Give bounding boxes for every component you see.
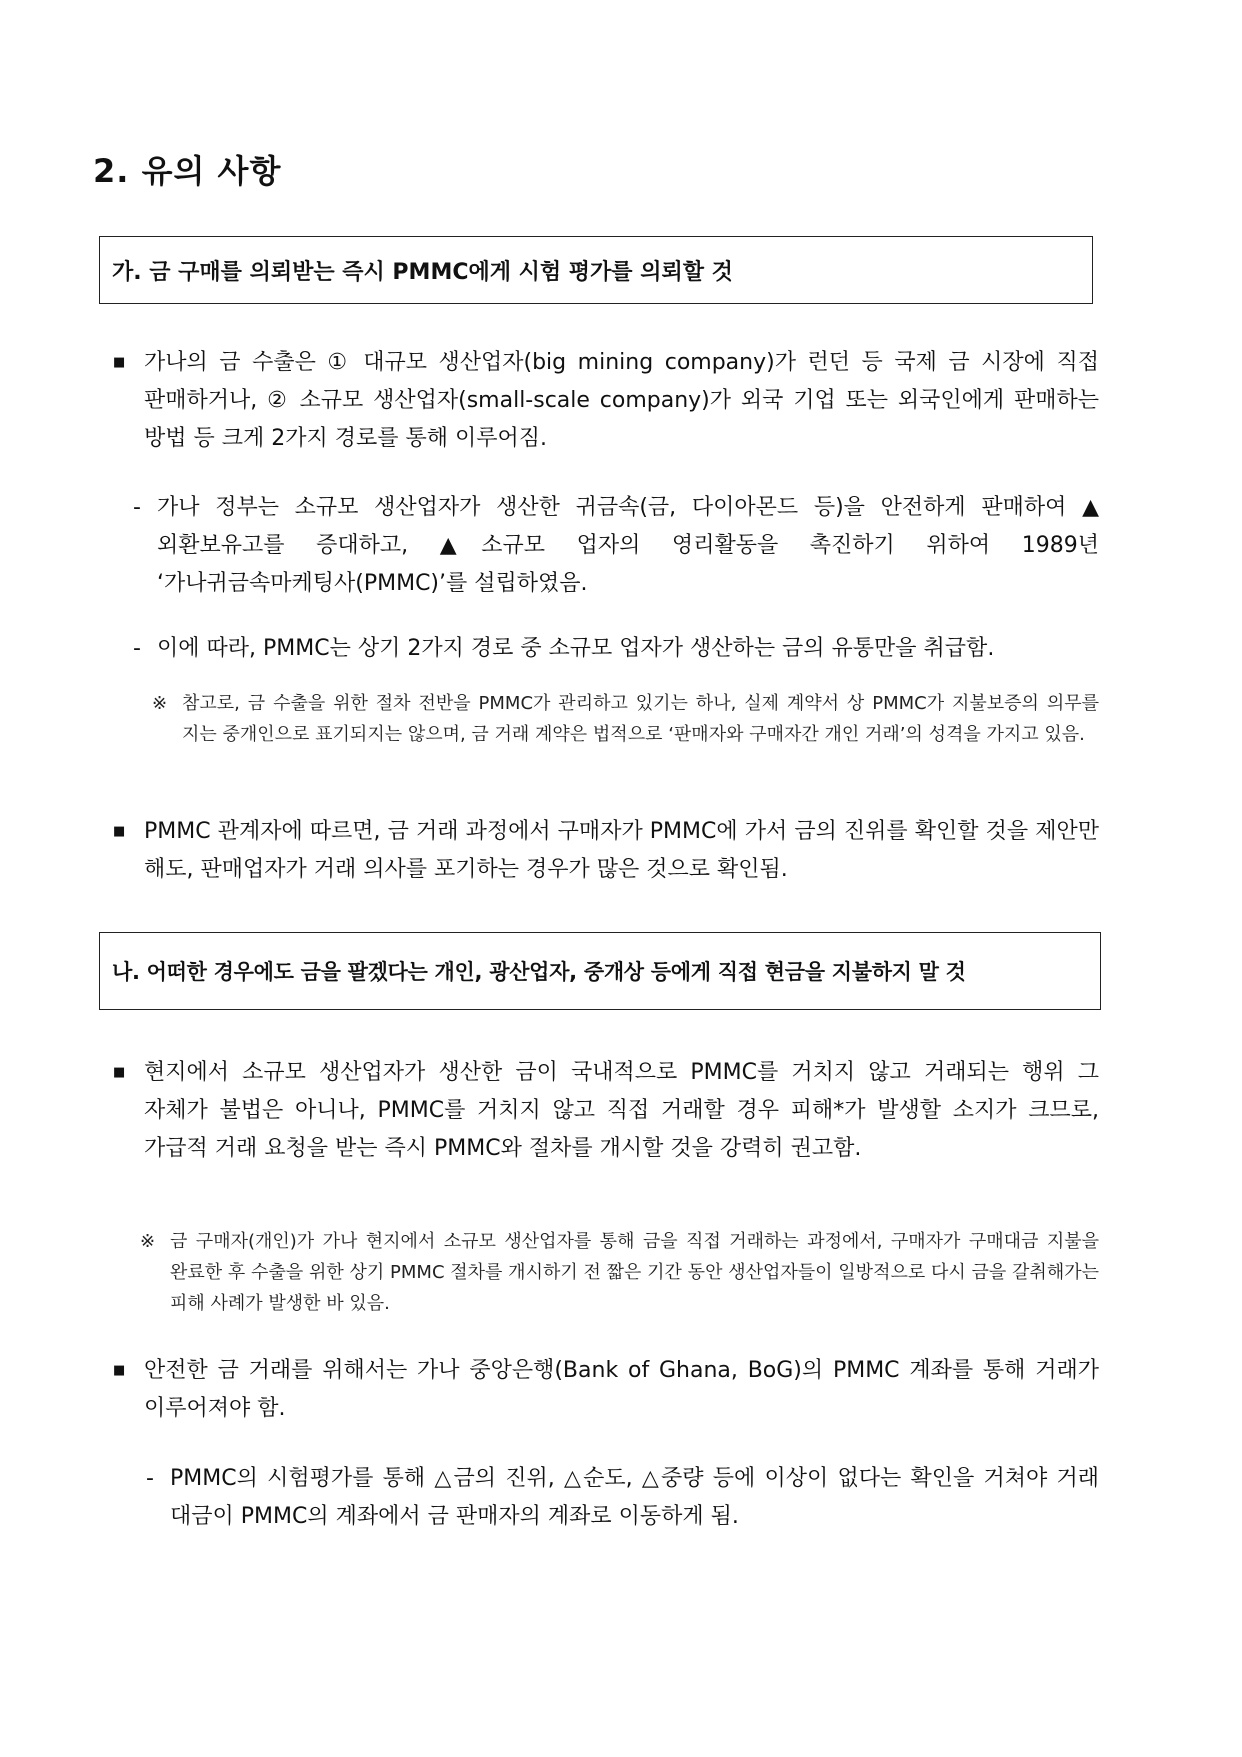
bullet-paragraph — [113, 1352, 1099, 1428]
dash-paragraph — [133, 630, 1099, 668]
dash-paragraph — [133, 489, 1099, 603]
square-bullet-icon: ■ — [113, 1065, 126, 1080]
subsection-b-heading-box — [99, 932, 1101, 1010]
reference-note — [140, 1226, 1099, 1319]
subsection-a-heading-box — [99, 236, 1093, 304]
bullet-paragraph — [113, 813, 1099, 889]
bullet-paragraph — [113, 1054, 1099, 1168]
note-mark-icon: ※ — [152, 693, 168, 714]
subsection-a-heading: 가. 금 구매를 의뢰받는 즉시 PMMC에게 시험 평가를 의뢰할 것 — [112, 259, 733, 285]
dash-bullet: - — [133, 636, 141, 661]
square-bullet-icon: ■ — [113, 355, 126, 370]
paragraph-text: 현지에서 소규모 생산업자가 생산한 금이 국내적으로 PMMC를 거치지 않고 거래되는 행위 그 자체가 불법은 아니나, PMMC를 거치지 않고 직접 거래할 경우 피해*가 발생할 소지가 크므로, 가급적 거래 요청을 받는 즉시 PMMC와 절차를 개시할 것을 강력히 권고함. — [144, 1060, 1099, 1161]
section-title: 2. 유의 사항 — [93, 152, 282, 190]
paragraph-text: PMMC의 시험평가를 통해 △금의 진위, △순도, △중량 등에 이상이 없다는 확인을 거쳐야 거래 대금이 PMMC의 계좌에서 금 판매자의 계좌로 이동하게 됨. — [170, 1466, 1099, 1529]
dash-bullet: - — [146, 1466, 154, 1491]
dash-paragraph — [146, 1460, 1099, 1536]
paragraph-text: 가나 정부는 소규모 생산업자가 생산한 귀금속(금, 다이아몬드 등)을 안전하게 판매하여 ▲외환보유고를 증대하고, ▲소규모 업자의 영리활동을 촉진하기 위하여 1989년 ‘가나귀금속마케팅사(PMMC)’를 설립하였음. — [157, 495, 1099, 596]
paragraph-text: 이에 따라, PMMC는 상기 2가지 경로 중 소규모 업자가 생산하는 금의 유통만을 취급함. — [157, 636, 995, 661]
dash-bullet: - — [133, 495, 141, 520]
subsection-b-heading: 나. 어떠한 경우에도 금을 팔겠다는 개인, 광산업자, 중개상 등에게 직접 현금을 지불하지 말 것 — [112, 960, 966, 984]
note-text: 참고로, 금 수출을 위한 절차 전반을 PMMC가 관리하고 있기는 하나, 실제 계약서 상 PMMC가 지불보증의 의무를 지는 중개인으로 표기되지는 않으며, 금 거래 계약은 법적으로 ‘판매자와 구매자간 개인 거래’의 성격을 가지고 있음. — [182, 693, 1099, 745]
note-text: 금 구매자(개인)가 가나 현지에서 소규모 생산업자를 통해 금을 직접 거래하는 과정에서, 구매자가 구매대금 지불을 완료한 후 수출을 위한 상기 PMMC 절차를 개시하기 전 짧은 기간 동안 생산업자들이 일방적으로 다시 금을 갈취해가는 피해 사례가 발생한 바 있음. — [170, 1231, 1099, 1314]
square-bullet-icon: ■ — [113, 824, 126, 839]
square-bullet-icon: ■ — [113, 1363, 126, 1378]
paragraph-text: 안전한 금 거래를 위해서는 가나 중앙은행(Bank of Ghana, BoG)의 PMMC 계좌를 통해 거래가 이루어져야 함. — [144, 1358, 1099, 1421]
bullet-paragraph — [113, 344, 1099, 458]
note-mark-icon: ※ — [140, 1231, 156, 1252]
paragraph-text: PMMC 관계자에 따르면, 금 거래 과정에서 구매자가 PMMC에 가서 금의 진위를 확인할 것을 제안만 해도, 판매업자가 거래 의사를 포기하는 경우가 많은 것으로 확인됨. — [144, 819, 1099, 882]
reference-note — [152, 688, 1099, 750]
paragraph-text: 가나의 금 수출은 ① 대규모 생산업자(big mining company)가 런던 등 국제 금 시장에 직접 판매하거나, ② 소규모 생산업자(small-scale company)가 외국 기업 또는 외국인에게 판매하는 방법 등 크게 2가지 경로를 통해 이루어짐. — [144, 350, 1099, 451]
